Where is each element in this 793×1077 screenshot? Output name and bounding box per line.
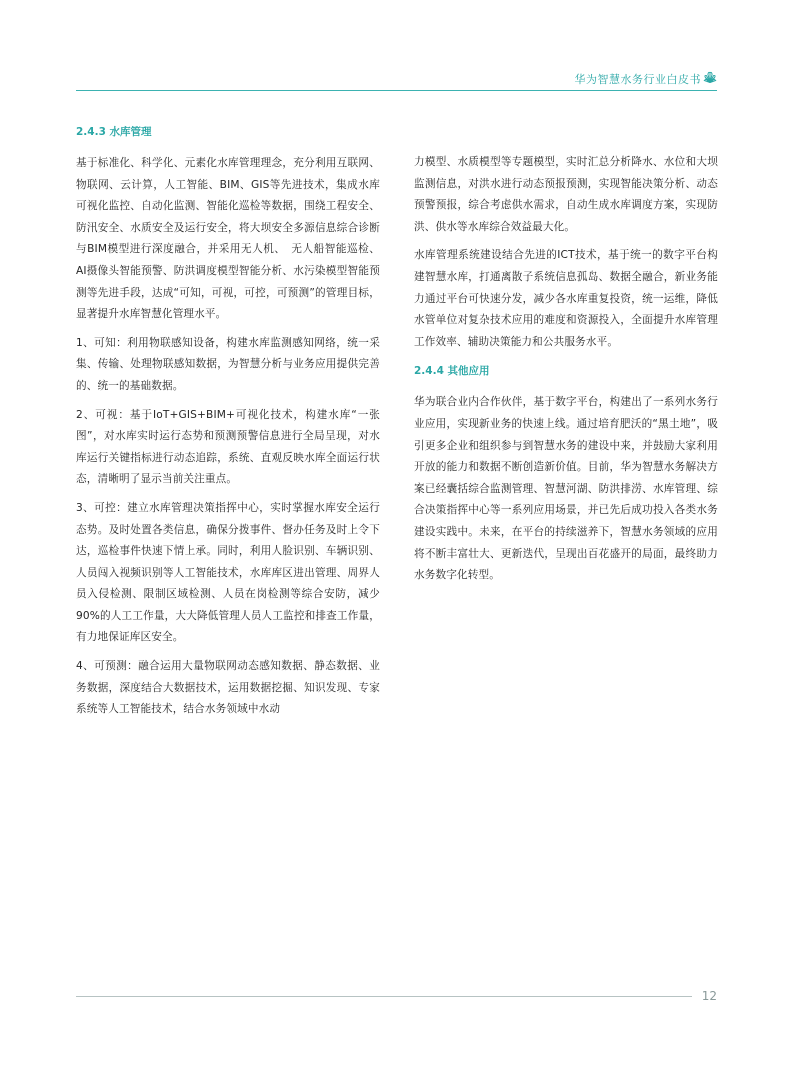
page-number: 12 <box>692 989 717 1003</box>
page-header-title: 华为智慧水务行业白皮书 <box>574 73 701 86</box>
paragraph: 1、可知：利用物联感知设备，构建水库监测感知网络，统一采集、传输、处理物联感知数据，为智慧分析与业务应用提供完善的、统一的基础数据。 <box>76 336 380 392</box>
paragraph: 3、可控：建立水库管理决策指挥中心，实时掌握水库安全运行态势。及时处置各类信息，确保分拨事件、督办任务及时上令下达，巡检事件快速下情上承。同时，利用人脸识别、车辆识别、人员闯入视频识别等人工智能技术，水库库区进出管理、周界人员入侵检测、限制区域检测、人员在岗检测等综合安防，减少90%的人工工作量，大大降低管理人员人工监控和排查工作量，有力地保证库区安全。 <box>76 501 380 644</box>
paragraph: 基于标准化、科学化、元素化水库管理理念，充分利用互联网、物联网、云计算，人工智能、BIM、GIS等先进技术，集成水库可视化监控、自动化监测、智能化巡检等数据，围绕工程安全、防汛安全、水质安全及运行安全，将大坝安全多源信息综合诊断与BIM模型进行深度融合，并采用无人机、 无人船智能巡检、AI摄像头智能预警、防洪调度模型智能分析、水污染模型智能预测等先进手段，达成“可知，可视，可控，可预测”的管理目标，显著提升水库智慧化管理水平。 <box>76 157 380 321</box>
section-heading-other-apps: 2.4.4 其他应用 <box>414 365 490 378</box>
paragraph: 水库管理系统建设结合先进的ICT技术，基于统一的数字平台构建智慧水库，打通离散子系统信息孤岛、数据全融合，新业务能力通过平台可快速分发，减少各水库重复投资，统一运维，降低水管单位对复杂技术应用的难度和资源投入，全面提升水库管理工作效率、辅助决策能力和公共服务水平。 <box>414 249 718 348</box>
section-heading-reservoir: 2.4.3 水库管理 <box>76 126 152 138</box>
huawei-logo-icon <box>703 70 717 84</box>
paragraph: 力模型、水质模型等专题模型，实时汇总分析降水、水位和大坝监测信息，对洪水进行动态预报预测，实现智能决策分析、动态预警预报，综合考虑供水需求，自动生成水库调度方案，实现防洪、供水等水库综合效益最大化。 <box>414 156 718 233</box>
footer-divider <box>76 996 692 997</box>
paragraph: 华为联合业内合作伙伴，基于数字平台，构建出了一系列水务行业应用，实现新业务的快速上线。通过培育肥沃的“黑土地”，吸引更多企业和组织参与到智慧水务的建设中来，并鼓励大家利用开放的能力和数据不断创造新价值。目前，华为智慧水务解决方案已经囊括综合监测管理、智慧河湖、防洪排涝、水库管理、综合决策指挥中心等一系列应用场景，并已先后成功投入各类水务建设实践中。未来，在平台的持续滋养下，智慧水务领域的应用将不断丰富壮大、更新迭代，呈现出百花盛开的局面，最终助力水务数字化转型。 <box>414 396 718 582</box>
left-column <box>76 124 380 728</box>
paragraph: 2、可视：基于IoT+GIS+BIM+可视化技术，构建水库“一张图”，对水库实时运行态势和预测预警信息进行全局呈现，对水库运行关键指标进行动态追踪，系统、直观反映水库全面运行状态，清晰明了显示当前关注重点。 <box>76 408 380 486</box>
paragraph: 4、可预测：融合运用大量物联网动态感知数据、静态数据、业务数据，深度结合大数据技术，运用数据挖掘、知识发现、专家系统等人工智能技术，结合水务领域中水动 <box>76 660 380 716</box>
right-column <box>414 152 718 594</box>
header-divider <box>76 90 717 91</box>
